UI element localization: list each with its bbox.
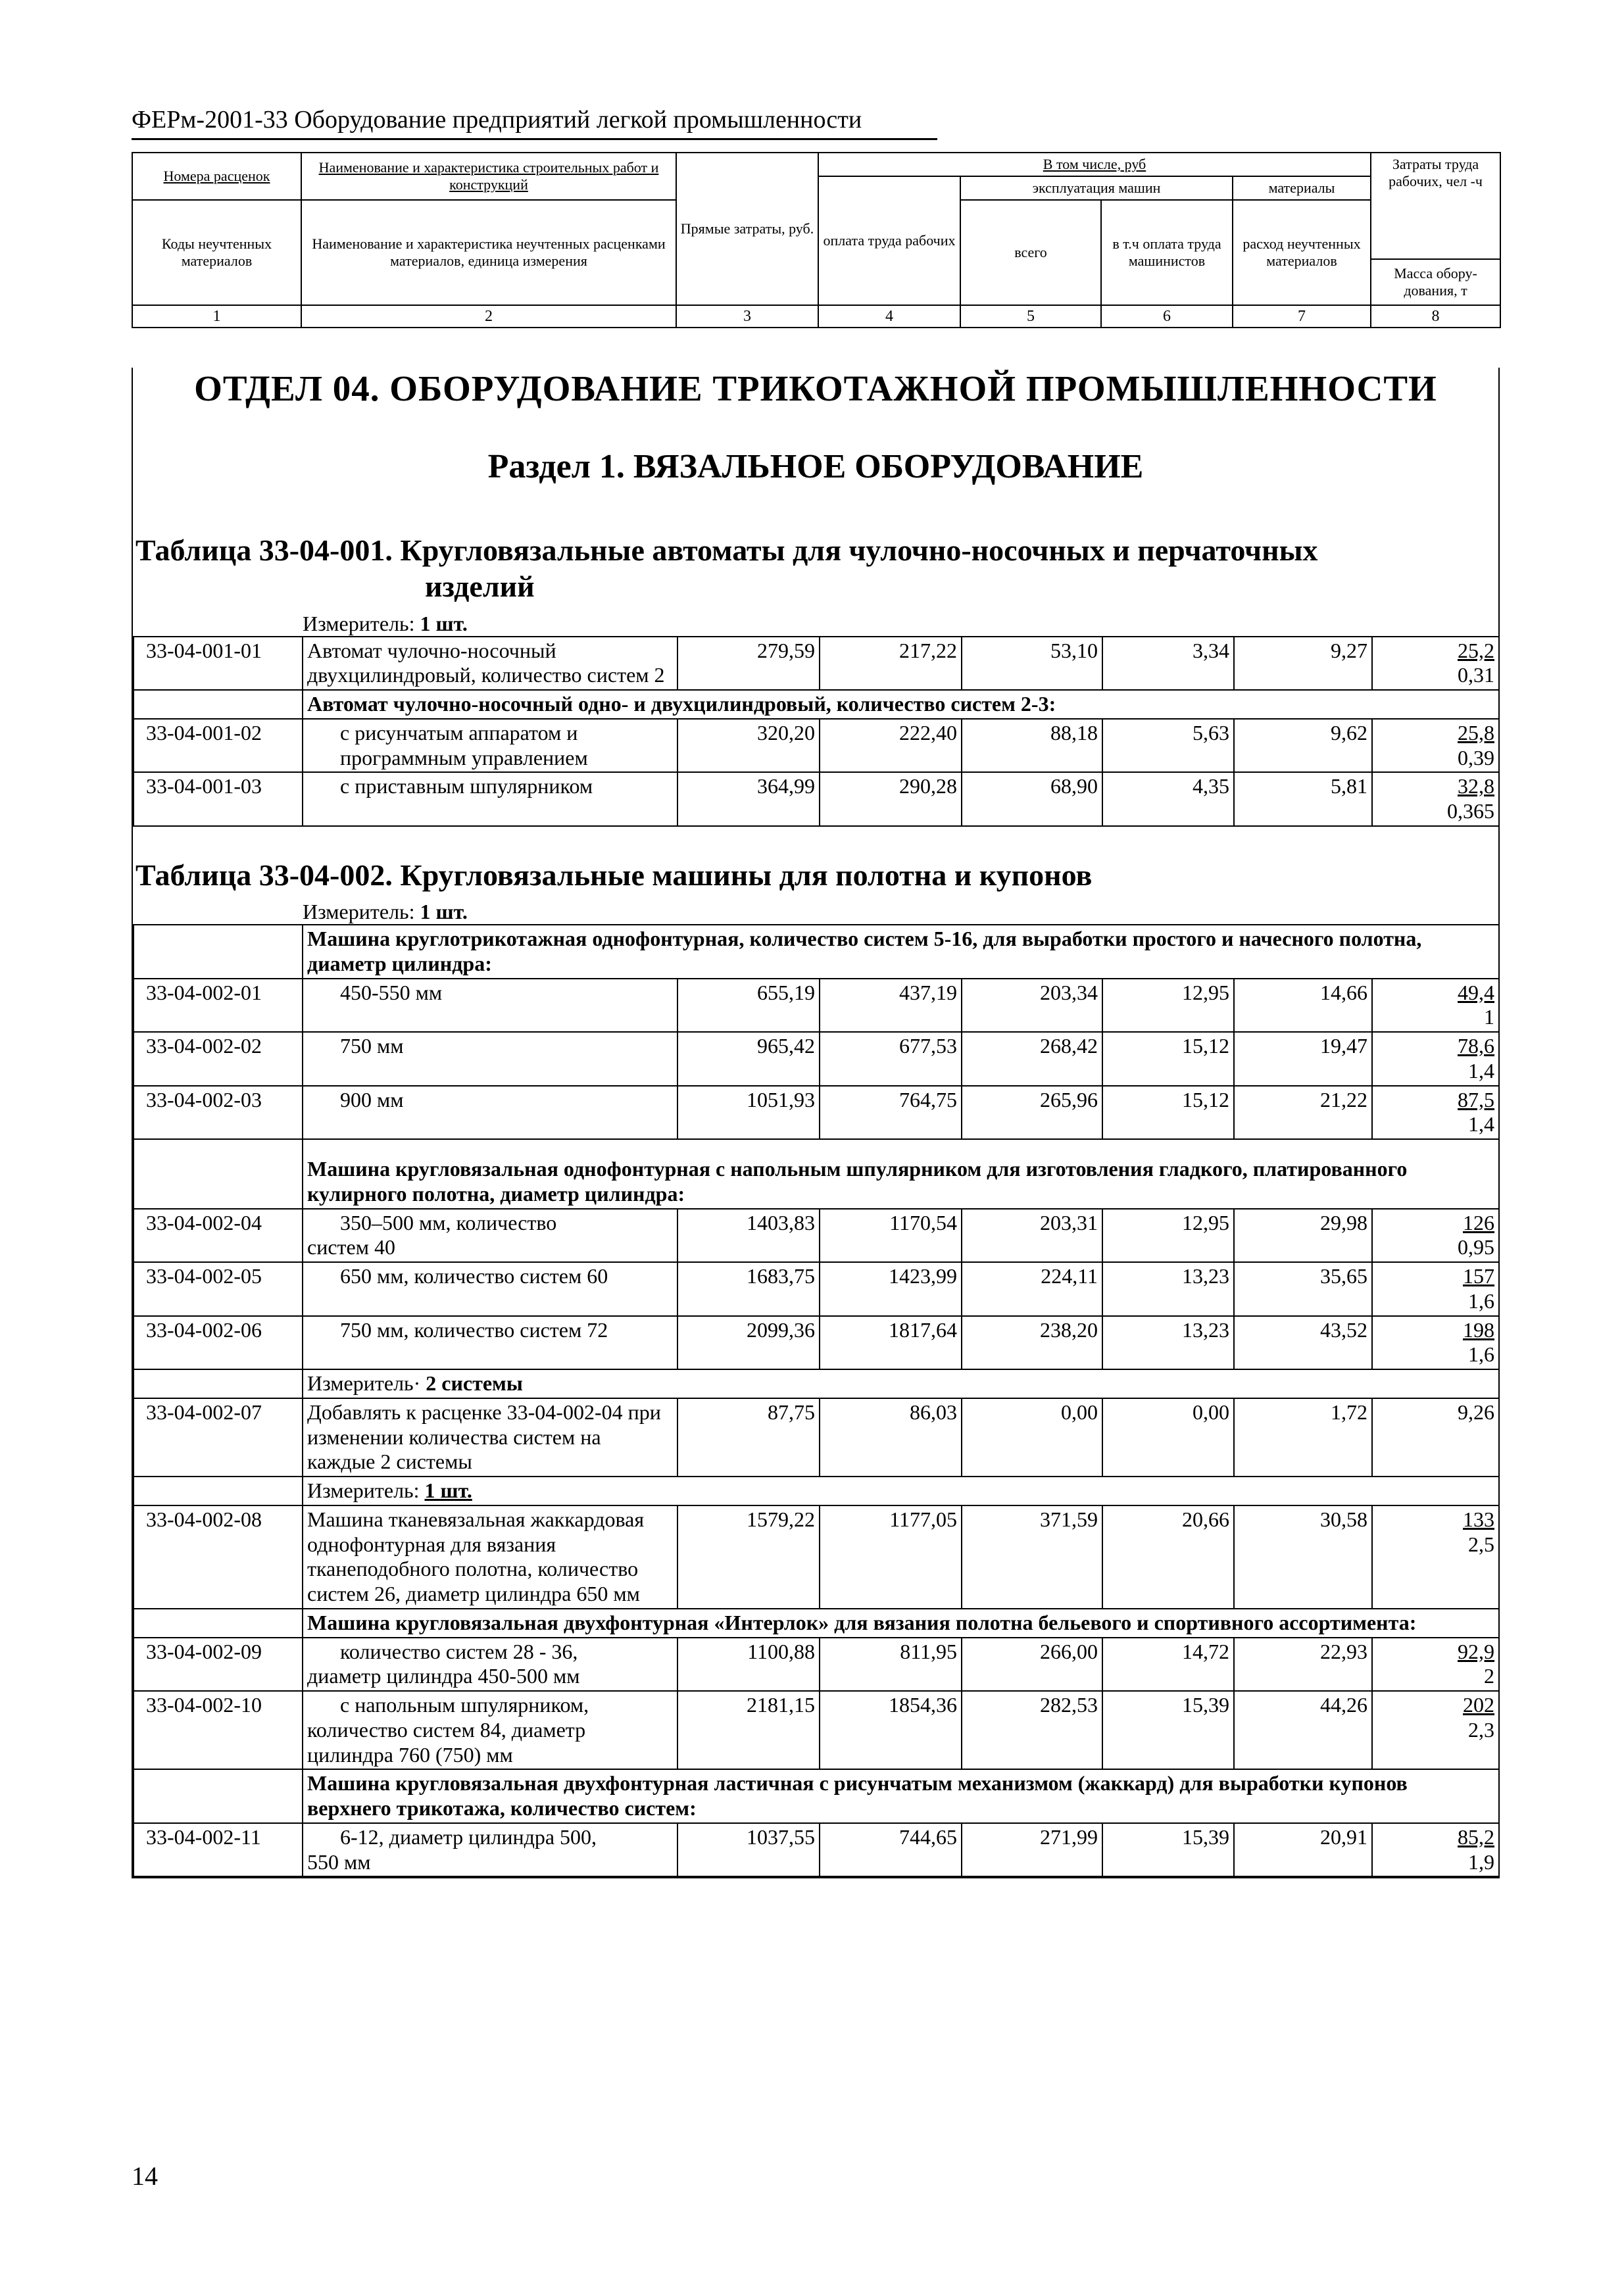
group-header-row: Машина кругловязальная однофонтурная с напольным шпулярником для изготовления гладкого, платированного кулирного полотна, диаметр цилиндра: xyxy=(134,1139,1499,1209)
group-header-row: Автомат чулочно-носочный одно- и двухцилиндровый, количество систем 2-3: xyxy=(134,690,1499,719)
table-row: 33-04-002-08 Машина тканевязальная жаккардовая однофонтурная для вязания тканеподобного полотна, количество систем 26, диаметр цилиндра 650 мм 1579,22 1177,05 371,59 20,66 30,58 133 2,5 xyxy=(134,1505,1499,1609)
table-row: 33-04-002-01 450-550 мм 655,19 437,19 203,34 12,95 14,66 49,4 1 xyxy=(134,979,1499,1033)
page-number: 14 xyxy=(132,2161,158,2191)
table-row: 33-04-002-04 350–500 мм, количество систем 40 1403,83 1170,54 203,31 12,95 29,98 126 0,95 xyxy=(134,1209,1499,1263)
col-num-4: 4 xyxy=(818,305,960,328)
col-num-1: 1 xyxy=(132,305,301,328)
group-header-row: Машина круглотрикотажная однофонтурная, количество систем 5-16, для выработки простого и начесного полотна, диаметр цилиндра: xyxy=(134,925,1499,979)
main-frame xyxy=(132,368,1500,1878)
document-page xyxy=(132,105,1500,1878)
header-material-names: Наименование и характеристика неучтенных расценками материалов, единица измерения xyxy=(301,200,676,305)
subsection-title: Раздел 1. ВЯЗАЛЬНОЕ ОБОРУДОВАНИЕ xyxy=(487,448,1144,486)
col-num-5: 5 xyxy=(960,305,1101,328)
group-header-row: Машина кругловязальная двухфонтурная «Интерлок» для вязания полотна бельевого и спортивного ассортимента: xyxy=(134,1609,1499,1638)
header-machines-total: всего xyxy=(960,200,1101,305)
table-row: 33-04-001-03 с приставным шпулярником 364,99 290,28 68,90 4,35 5,81 32,8 0,365 xyxy=(134,772,1499,826)
header-materials: материалы xyxy=(1233,176,1371,200)
table-row: 33-04-001-02 с рисунчатым аппаратом и программным управлением 320,20 222,40 88,18 5,63 9,62 25,8 0,39 xyxy=(134,719,1499,773)
header-machines: эксплуатация машин xyxy=(960,176,1233,200)
col-num-6: 6 xyxy=(1101,305,1233,328)
table-row: 33-04-002-05 650 мм, количество систем 60 1683,75 1423,99 224,11 13,23 35,65 157 1,6 xyxy=(134,1262,1499,1316)
col-num-2: 2 xyxy=(301,305,676,328)
section-title: ОТДЕЛ 04. ОБОРУДОВАНИЕ ТРИКОТАЖНОЙ ПРОМЫШЛЕННОСТИ xyxy=(194,368,1437,409)
header-in-total: В том числе, руб xyxy=(818,153,1371,176)
table2-data xyxy=(133,924,1500,1877)
header-wages: оплата труда рабочих xyxy=(818,176,960,305)
header-material-codes: Коды неучтенных материалов xyxy=(132,200,301,305)
table-row: 33-04-001-01 Автомат чулочно-носочный двухцилиндровый, количество систем 2 279,59 217,22 53,10 3,34 9,27 25,2 0,31 xyxy=(134,637,1499,691)
meter-row: Измеритель: 1 шт. xyxy=(134,1477,1499,1505)
table-row: 33-04-002-06 750 мм, количество систем 72 2099,36 1817,64 238,20 13,23 43,52 198 1,6 xyxy=(134,1316,1499,1370)
table-row: 33-04-002-11 6-12, диаметр цилиндра 500, 550 мм 1037,55 744,65 271,99 15,39 20,91 85,2 1,9 xyxy=(134,1823,1499,1877)
header-labor-costs: Затраты труда рабочих, чел -ч xyxy=(1371,153,1500,259)
group-header-row: Машина кругловязальная двухфонтурная ластичная с рисунчатым механизмом (жаккард) для выработки купонов верхнего трикотажа, количество систем: xyxy=(134,1769,1499,1823)
table-row: 33-04-002-07 Добавлять к расценке 33-04-002-04 при изменении количества систем на каждые 2 системы 87,75 86,03 0,00 0,00 1,72 9,26 xyxy=(134,1398,1499,1477)
col-num-8: 8 xyxy=(1371,305,1500,328)
table-row: 33-04-002-03 900 мм 1051,93 764,75 265,96 15,12 21,22 87,5 1,4 xyxy=(134,1086,1499,1140)
header-work-name: Наименование и характеристика строительных работ и конструкций xyxy=(301,153,676,200)
col-num-3: 3 xyxy=(676,305,818,328)
header-equipment-mass: Масса обору-дования, т xyxy=(1371,259,1500,305)
header-operator-wages: в т.ч оплата труда машинистов xyxy=(1101,200,1233,305)
meter-row: Измеритель· 2 системы xyxy=(134,1369,1499,1398)
header-direct-costs: Прямые затраты, руб. xyxy=(676,153,818,305)
table1-title: Таблица 33-04-001. Кругловязальные автоматы для чулочно-носочных и перчаточных изделий xyxy=(135,533,1318,604)
table1-data xyxy=(133,636,1500,827)
table1-meter: Измеритель: 1 шт. xyxy=(303,611,468,635)
column-header-table xyxy=(132,152,1501,328)
table-row: 33-04-002-02 750 мм 965,42 677,53 268,42 15,12 19,47 78,6 1,4 xyxy=(134,1032,1499,1086)
col-num-7: 7 xyxy=(1233,305,1371,328)
running-head: ФЕРм-2001-33 Оборудование предприятий легкой промышленности xyxy=(132,105,937,140)
table2-meter: Измеритель: 1 шт. xyxy=(303,900,468,924)
table-row: 33-04-002-09 количество систем 28 - 36, диаметр цилиндра 450-500 мм 1100,88 811,95 266,00 14,72 22,93 92,9 2 xyxy=(134,1638,1499,1692)
table-row: 33-04-002-10 с напольным шпулярником, количество систем 84, диаметр цилиндра 760 (750) мм 2181,15 1854,36 282,53 15,39 44,26 202 2,3 xyxy=(134,1691,1499,1769)
header-material-usage: расход неучтенных материалов xyxy=(1233,200,1371,305)
header-rate-numbers: Номера расценок xyxy=(132,153,301,200)
table2-title: Таблица 33-04-002. Кругловязальные машины для полотна и купонов xyxy=(135,858,1093,892)
